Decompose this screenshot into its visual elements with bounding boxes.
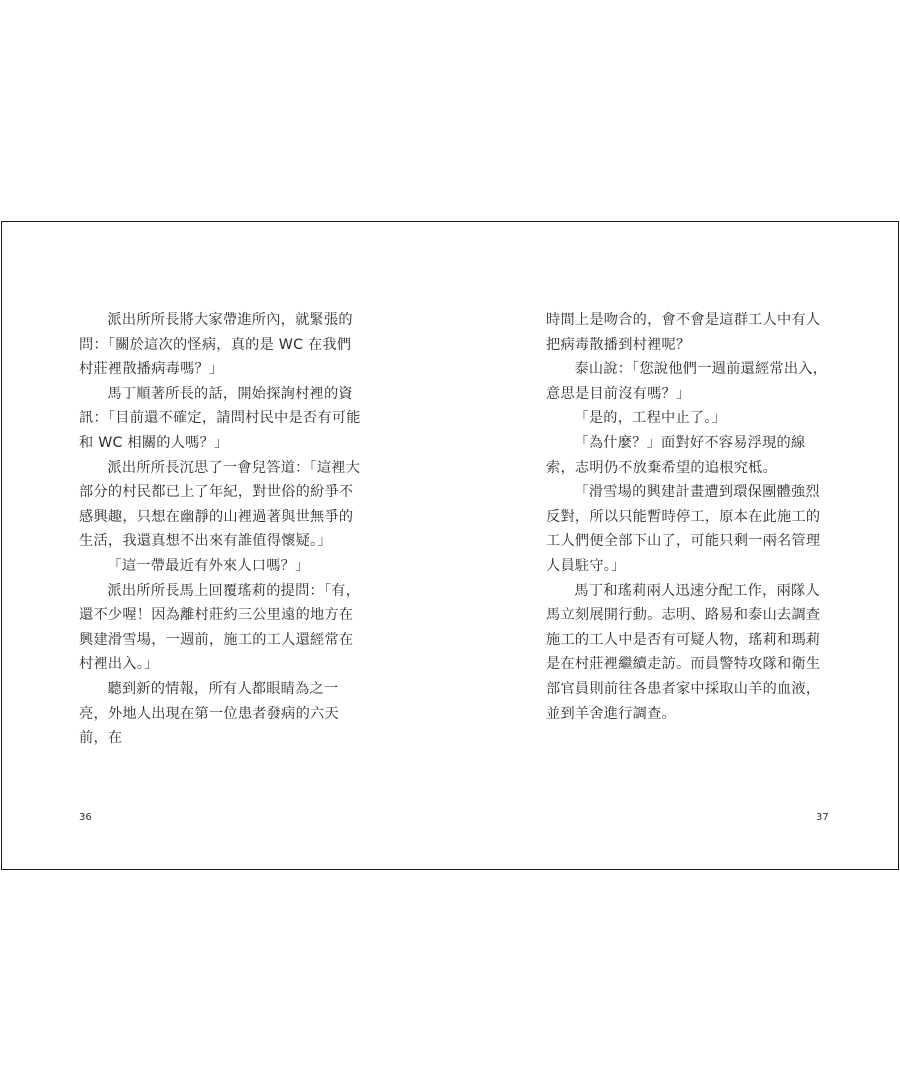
paragraph: 「滑雪場的興建計畫遭到環保團體強烈反對，所以只能暫時停工，原本在此施工的工人們便全部下山了，可能只剩一兩名管理人員駐守。」	[546, 484, 821, 574]
paragraph: 馬丁和瑤莉兩人迅速分配工作，兩隊人馬立刻展開行動。志明、路易和泰山去調查施工的工人中是否有可疑人物，瑤莉和瑪莉是在村莊裡繼續走訪。而員警特攻隊和衛生部官員則前往各患者家中採取山羊的血液，並到羊舍進行調查。	[546, 582, 821, 722]
paragraph: 「為什麼？」面對好不容易浮現的線索，志明仍不放棄希望的追根究柢。	[546, 434, 806, 476]
right-page-body	[546, 308, 830, 726]
paragraph: 聽到新的情報，所有人都眼睛為之一亮，外地人出現在第一位患者發病的六天前，在	[79, 680, 339, 747]
left-page-body	[79, 308, 363, 751]
right-page	[450, 222, 898, 869]
paragraph: 「這一帶最近有外來人口嗎？」	[107, 557, 310, 574]
paragraph: 泰山說：「您說他們一週前還經常出入，意思是目前沒有嗎？」	[546, 361, 828, 402]
paragraph: 派出所所長將大家帶進所內，就緊張的問：「關於這次的怪病，真的是 WC 在我們村莊裡散播病毒嗎？」	[79, 312, 353, 378]
paragraph: 馬丁順著所長的話，開始探詢村裡的資訊：「目前還不確定，請問村民中是否有可能和 WC 相關的人嗎？」	[79, 385, 361, 451]
paragraph: 時間上是吻合的，會不會是這群工人中有人把病毒散播到村裡呢？	[546, 312, 821, 353]
paragraph: 派出所所長馬上回覆瑤莉的提問：「有，還不少喔！因為離村莊約三公里遠的地方在興建滑雪場，一週前，施工的工人還經常在村裡出入。」	[79, 582, 361, 673]
book-spread	[1, 221, 899, 870]
page-number: 36	[79, 812, 92, 823]
paragraph: 「是的，工程中止了。」	[574, 410, 727, 427]
left-page	[2, 222, 450, 869]
page-number: 37	[816, 812, 829, 823]
paragraph: 派出所所長沉思了一會兒答道：「這裡大部分的村民都已上了年紀，對世俗的紛爭不感興趣，只想在幽靜的山裡過著與世無爭的生活，我還真想不出來有誰值得懷疑。」	[79, 459, 361, 550]
